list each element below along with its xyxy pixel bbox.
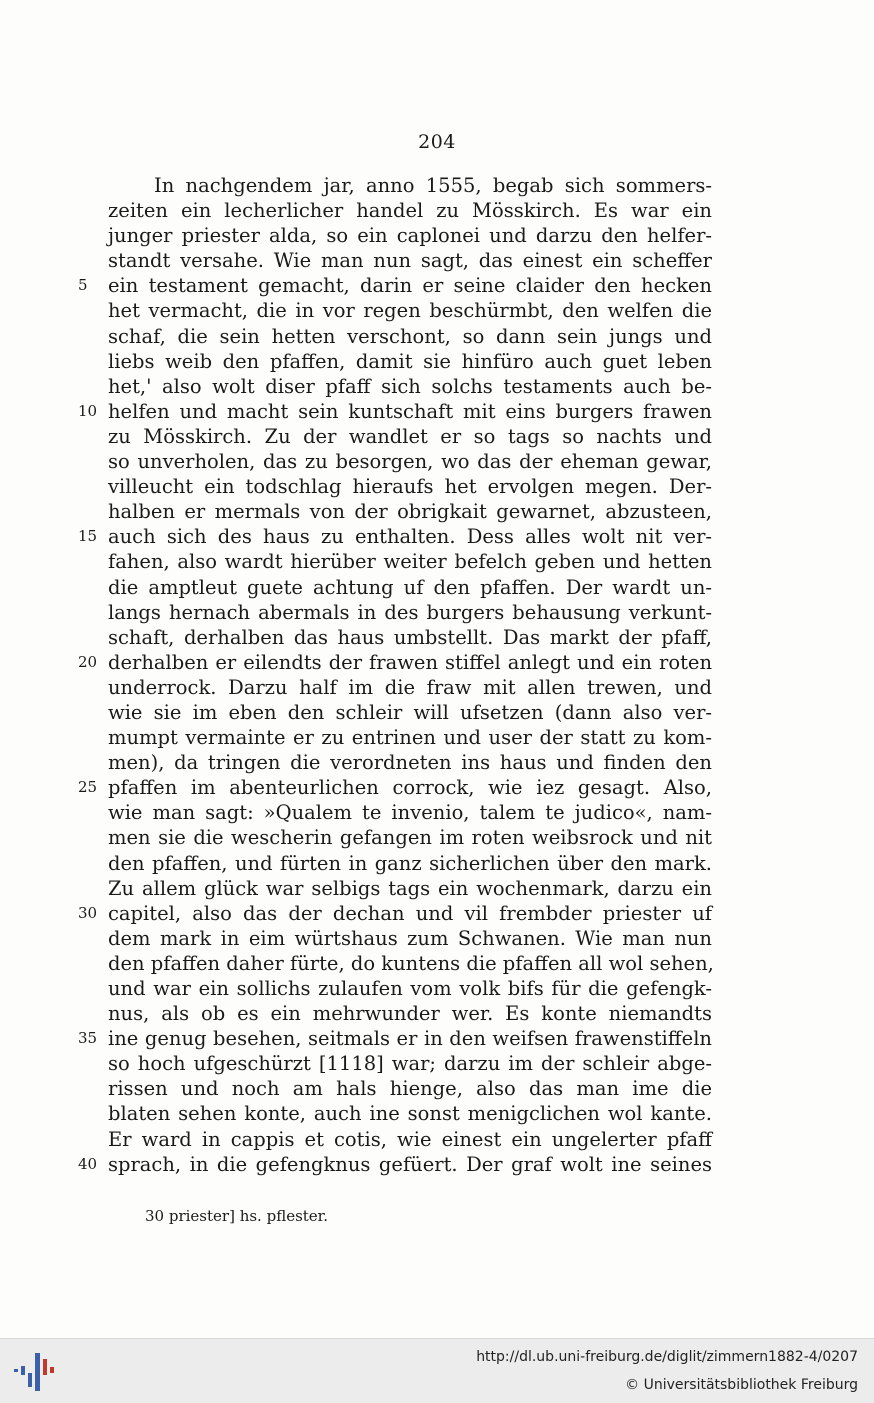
line-text: fahen, also wardt hierüber weiter befelch geben und hetten xyxy=(108,550,712,574)
text-line xyxy=(78,901,712,926)
viewer-footer xyxy=(0,1338,874,1403)
text-line xyxy=(108,625,712,650)
line-text: und war ein sollichs zulaufen vom volk bifs für die gefengk- xyxy=(108,977,712,1000)
text-line xyxy=(108,549,712,574)
line-text: schaf, die sein hetten verschont, so dann sein jungs und xyxy=(108,324,712,348)
line-text: wie sie im eben den schleir will ufsetzen (dann also ver- xyxy=(108,700,712,724)
line-text: In nachgendem jar, anno 1555, begab sich sommers- xyxy=(154,174,712,197)
text-line xyxy=(108,424,712,449)
text-line xyxy=(108,675,712,700)
text-line xyxy=(78,775,712,800)
text-line xyxy=(108,700,712,725)
text-line xyxy=(108,851,712,876)
text-line xyxy=(108,1127,712,1152)
text-line xyxy=(108,976,712,1001)
line-text: standt versahe. Wie man nun sagt, das einest ein scheffer xyxy=(108,249,712,273)
text-line xyxy=(78,399,712,424)
text-line xyxy=(108,1076,712,1101)
line-text: helfen und macht sein kuntschaft mit eins burgers frawen xyxy=(108,399,712,423)
text-line xyxy=(108,600,712,625)
line-text: die amptleut guete achtung uf den pfaffen. Der wardt un- xyxy=(108,575,712,599)
text-line xyxy=(78,650,712,675)
ub-freiburg-logo-icon xyxy=(14,1349,58,1393)
line-text: underrock. Darzu half im die fraw mit allen trewen, und xyxy=(108,675,712,699)
line-text: blaten sehen konte, auch ine sonst menigclichen wol kante. xyxy=(108,1102,712,1126)
text-line xyxy=(108,198,712,223)
text-line xyxy=(108,1101,712,1126)
line-number: 40 xyxy=(78,1154,98,1173)
text-line xyxy=(78,524,712,549)
line-text: so hoch ufgeschürzt [1118] war; darzu im der schleir abge- xyxy=(108,1052,712,1076)
line-text: capitel, also das der dechan und vil frembder priester uf xyxy=(108,901,712,925)
line-text: junger priester alda, so ein caplonei und darzu den helfer- xyxy=(108,224,712,248)
line-text: Er ward in cappis et cotis, wie einest ein ungelerter pfaff xyxy=(108,1127,712,1151)
line-text: ine genug besehen, seitmals er in den weifsen frawenstiffeln xyxy=(108,1027,712,1051)
line-text: den pfaffen, und fürten in ganz sicherlichen über den mark. xyxy=(108,851,712,875)
line-text: auch sich des haus zu enthalten. Dess alles wolt nit ver- xyxy=(108,525,712,549)
line-number: 15 xyxy=(78,527,98,546)
text-line xyxy=(108,825,712,850)
text-line xyxy=(108,926,712,951)
text-line xyxy=(108,374,712,399)
text-block xyxy=(78,173,714,1177)
text-line xyxy=(108,173,712,198)
text-line xyxy=(108,349,712,374)
text-line xyxy=(78,1026,712,1051)
line-text: villeucht ein todschlag hieraufs het ervolgen megen. Der- xyxy=(108,475,712,499)
copyright-notice: © Universitätsbibliothek Freiburg xyxy=(625,1377,858,1393)
line-text: nus, als ob es ein mehrwunder wer. Es konte niemandts xyxy=(108,1002,712,1026)
text-line xyxy=(108,474,712,499)
line-text: halben er mermals von der obrigkait gewarnet, abzusteen, xyxy=(108,500,712,524)
line-text: ein testament gemacht, darin er seine claider den hecken xyxy=(108,274,712,298)
line-text: het vermacht, die in vor regen beschürmbt, den welfen die xyxy=(108,299,712,323)
text-line xyxy=(108,800,712,825)
line-text: men), da tringen die verordneten ins haus und finden den xyxy=(108,751,712,775)
text-line xyxy=(108,324,712,349)
line-text: so unverholen, das zu besorgen, wo das der eheman gewar, xyxy=(108,450,712,474)
text-line xyxy=(108,1001,712,1026)
line-text: pfaffen im abenteurlichen corrock, wie iez gesagt. Also, xyxy=(108,776,712,800)
line-text: zu Mösskirch. Zu der wandlet er so tags so nachts und xyxy=(108,424,712,448)
text-line xyxy=(108,725,712,750)
line-text: wie man sagt: »Qualem te invenio, talem te judico«, nam- xyxy=(108,801,712,825)
line-text: schaft, derhalben das haus umbstellt. Das markt der pfaff, xyxy=(108,625,712,649)
line-number: 30 xyxy=(78,903,98,922)
footnote: 30 priester] hs. pflester. xyxy=(145,1207,328,1225)
text-line xyxy=(108,499,712,524)
line-text: rissen und noch am hals hienge, also das man ime die xyxy=(108,1077,712,1101)
line-number: 20 xyxy=(78,652,98,671)
line-text: men sie die wescherin gefangen im roten weibsrock und nit xyxy=(108,826,712,850)
line-text: mumpt vermainte er zu entrinen und user der statt zu kom- xyxy=(108,726,712,750)
text-line xyxy=(108,876,712,901)
text-line xyxy=(108,298,712,323)
line-number: 25 xyxy=(78,778,98,797)
text-line xyxy=(108,575,712,600)
page-number: 204 xyxy=(418,131,456,153)
text-line xyxy=(108,449,712,474)
line-text: den pfaffen daher fürte, do kuntens die pfaffen all wol sehen, xyxy=(108,951,714,975)
line-number: 10 xyxy=(78,401,98,420)
line-text: het,' also wolt diser pfaff sich solchs testaments auch be- xyxy=(108,374,712,398)
line-text: derhalben er eilendts der frawen stiffel anlegt und ein roten xyxy=(108,650,712,674)
text-line xyxy=(108,951,712,976)
text-line xyxy=(78,273,712,298)
line-text: sprach, in die gefengknus gefüert. Der graf wolt ine seines xyxy=(108,1152,712,1176)
text-line xyxy=(108,223,712,248)
line-text: liebs weib den pfaffen, damit sie hinfüro auch guet leben xyxy=(108,349,712,373)
line-text: Zu allem glück war selbigs tags ein wochenmark, darzu ein xyxy=(108,876,712,900)
text-line xyxy=(108,1051,712,1076)
line-text: langs hernach abermals in des burgers behausung verkunt- xyxy=(108,600,712,624)
line-number: 5 xyxy=(78,276,88,295)
text-line xyxy=(78,1152,712,1177)
line-text: zeiten ein lecherlicher handel zu Mösskirch. Es war ein xyxy=(108,199,712,223)
line-number: 35 xyxy=(78,1029,98,1048)
line-text: dem mark in eim würtshaus zum Schwanen. Wie man nun xyxy=(108,926,712,950)
text-line xyxy=(108,248,712,273)
text-line xyxy=(108,750,712,775)
source-url[interactable]: http://dl.ub.uni-freiburg.de/diglit/zimmern1882-4/0207 xyxy=(476,1349,858,1365)
